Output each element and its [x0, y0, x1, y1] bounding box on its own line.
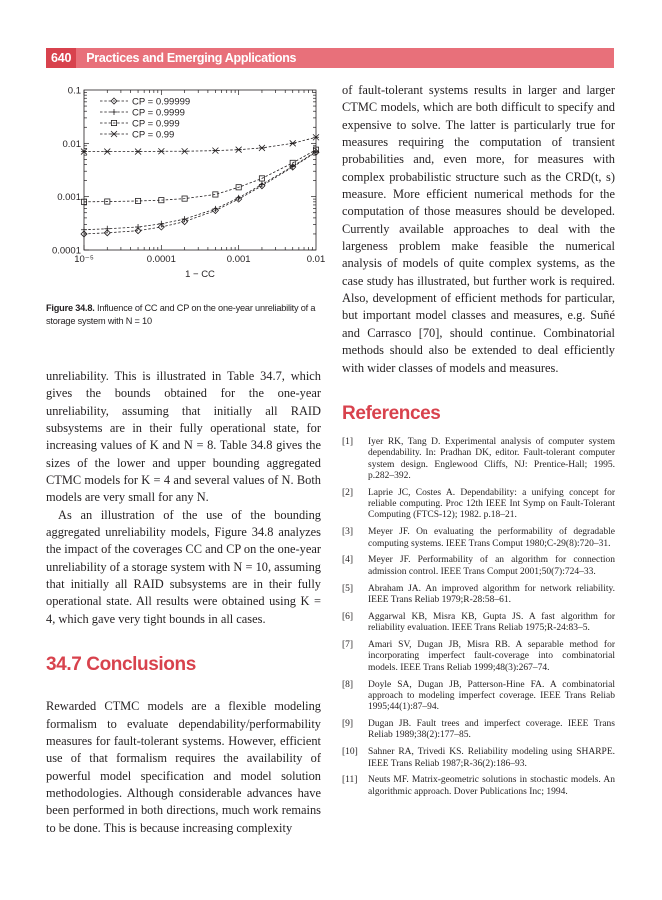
- reference-number: [4]: [342, 555, 354, 566]
- data-point: [290, 140, 296, 146]
- plot-frame: [84, 90, 316, 250]
- reference-number: [11]: [342, 775, 358, 786]
- x-tick-label: 10⁻⁵: [74, 254, 94, 265]
- data-point: [104, 149, 110, 155]
- x-tick-label: 0.001: [226, 254, 251, 265]
- series-line: [84, 152, 316, 230]
- reference-item: [342, 640, 615, 674]
- right-column: [342, 82, 615, 804]
- legend-label: CP = 0.99: [132, 129, 175, 141]
- body-paragraph: of fault-tolerant systems results in larger and larger CTMC models, which are both difficult to specify and expensive to solve. The latter is particularly true for measures requiring the computation of transient probabilities and, even more, for measures with complex probabilistic structure such as the CRD(t, s) measure. More efficient numerical methods for the computation of those measures should be developed. Currently available approaches to deal with the largeness problem make feasible the numerical analysis of models of quite complex systems, as the case study has illustrated, but further work is required. Also, development of efficient methods for particular, but important model classes and measures, e.g. Suñé and Carrasco [70], should continue. Combinatorial methods should also be extended to deal efficiently with wider classes of models and measures.: [342, 83, 615, 375]
- series-line: [84, 137, 316, 151]
- reference-item: [342, 488, 615, 522]
- reference-number: [7]: [342, 640, 354, 650]
- data-point: [158, 148, 164, 154]
- body-paragraph: unreliability. This is illustrated in Table 34.7, which gives the bounds obtained for the one-year unreliability, assuming that initially all RAID subsystems are in their fully operational state, for increasing values of K and N = 8. Table 34.8 gives the sizes of the lower and upper bounding aggregated CTMC models for K = 4 and several values of N. Both models are very small for any N.: [46, 369, 321, 505]
- data-point: [81, 227, 87, 233]
- body-paragraph: As an illustration of the use of the bounding aggregated unreliability models, Figure 34.8 analyzes the impact of the coverages CC and CP on the one-year unreliability of a storage system with N = 10, assuming that initially all RAID subsystems are in their fully operational state. All results were obtained using K = 4, which gave very tight bounds in all cases.: [46, 507, 321, 626]
- reference-item: [342, 527, 615, 550]
- reference-item: [342, 680, 615, 714]
- reference-text: Abraham JA. An improved algorithm for network reliability. IEEE Trans Reliab 1979;R-28:58–61.: [368, 583, 615, 605]
- reference-number: [5]: [342, 583, 354, 594]
- reference-text: Aggarwal KB, Misra KB, Gupta JS. A fast algorithm for reliability evaluation. IEEE Trans Reliab 1975;R-24:83–5.: [368, 611, 615, 634]
- reference-text: Neuts MF. Matrix-geometric solutions in stochastic models. An algorithmic approach. Dover Publications Inc; 1994.: [368, 775, 615, 797]
- data-point: [182, 148, 188, 154]
- y-tick-label: 0.1: [67, 85, 81, 97]
- reference-text: Amari SV, Dugan JB, Misra RB. A separable method for incorporating imperfect fault-coverage into combinatorial models. IEEE Trans Reliab 1999;48(3):267–74.: [368, 640, 615, 673]
- reference-number: [2]: [342, 487, 354, 498]
- reference-text: Laprie JC, Costes A. Dependability: a unifying concept for reliable computing. Proc 12th IEEE Int Symp on Fault-Tolerant Computing (FTCS-12); 1982. p.18–21.: [368, 487, 615, 521]
- reference-list: [342, 437, 615, 798]
- reference-number: [10]: [342, 747, 358, 758]
- series-line: [84, 152, 316, 234]
- reference-text: Meyer JF. On evaluating the performability of degradable computing systems. IEEE Trans Comput 1980;C-29(8):720–31.: [368, 527, 615, 549]
- reference-number: [9]: [342, 719, 354, 730]
- legend-label: CP = 0.9999: [132, 107, 185, 119]
- reference-number: [8]: [342, 679, 354, 690]
- caption-label: Figure 34.8.: [46, 303, 95, 313]
- data-point: [259, 145, 265, 151]
- page-number: 640: [46, 48, 76, 68]
- legend-marker: [111, 131, 117, 137]
- data-point: [236, 147, 242, 153]
- reference-text: Sahner RA, Trivedi KS. Reliability modeling using SHARPE. IEEE Trans Reliab 1987;R-36(2):186–93.: [368, 747, 615, 769]
- caption-text: Influence of CC and CP on the one-year unreliability of a storage system with N = 10: [46, 303, 316, 326]
- reference-text: Meyer JF. Performability of an algorithm for connection admission control. IEEE Trans Comput 2001;50(7):724–33.: [368, 555, 615, 577]
- reference-number: [6]: [342, 611, 354, 622]
- data-point: [135, 224, 141, 230]
- y-tick-label: 0.0001: [51, 245, 81, 257]
- reference-item: [342, 775, 615, 798]
- reference-text: Doyle SA, Dugan JB, Patterson-Hine FA. A combinatorial approach to modeling imperfect coverage. IEEE Trans Reliab 1995;44(1):87–94.: [368, 679, 615, 713]
- series-line: [84, 150, 316, 202]
- y-tick-label: 0.01: [62, 138, 81, 150]
- x-tick-label: 0.0001: [146, 254, 176, 265]
- reference-item: [342, 437, 615, 482]
- data-point: [212, 148, 218, 154]
- section-heading: 34.7 Conclusions: [46, 654, 196, 676]
- legend-label: CP = 0.99999: [132, 96, 191, 108]
- running-header: [46, 48, 614, 68]
- figure-34-8: [46, 80, 332, 292]
- body-paragraph: Rewarded CTMC models are a flexible modeling formalism to evaluate dependability/performability measures for fault-tolerant systems. However, efficient use of that formalism requires the availability of powerful model specification and model solution methodologies. Although considerable advances have been performed in both directions, much work remains to be done. This is because increasing complexity: [46, 699, 321, 835]
- data-point: [135, 149, 141, 155]
- reference-text: Dugan JB. Fault trees and imperfect coverage. IEEE Trans Reliab 1989;38(2):177–85.: [368, 719, 615, 741]
- data-point: [104, 226, 110, 232]
- references-heading: References: [342, 402, 441, 424]
- reference-text: Iyer RK, Tang D. Experimental analysis of computer system dependability. In: Pradhan DK, editor. Fault-tolerant computer system design. Englewood Cliffs, NJ: Prentice-Hall; 1995. p.282–392.: [368, 436, 615, 481]
- reference-item: [342, 747, 615, 770]
- reference-item: [342, 719, 615, 742]
- y-tick-label: 0.001: [57, 192, 81, 204]
- left-column: [46, 368, 321, 837]
- reference-item: [342, 584, 615, 607]
- unreliability-chart: [46, 80, 332, 292]
- running-title: Practices and Emerging Applications: [86, 51, 297, 65]
- figure-caption: [46, 302, 328, 327]
- reference-number: [1]: [342, 436, 354, 447]
- reference-item: [342, 555, 615, 578]
- x-axis-label: 1 − CC: [185, 269, 215, 280]
- legend-label: CP = 0.999: [132, 118, 180, 130]
- legend-marker: [111, 109, 117, 115]
- reference-item: [342, 612, 615, 635]
- reference-number: [3]: [342, 527, 354, 538]
- x-tick-label: 0.01: [306, 254, 326, 265]
